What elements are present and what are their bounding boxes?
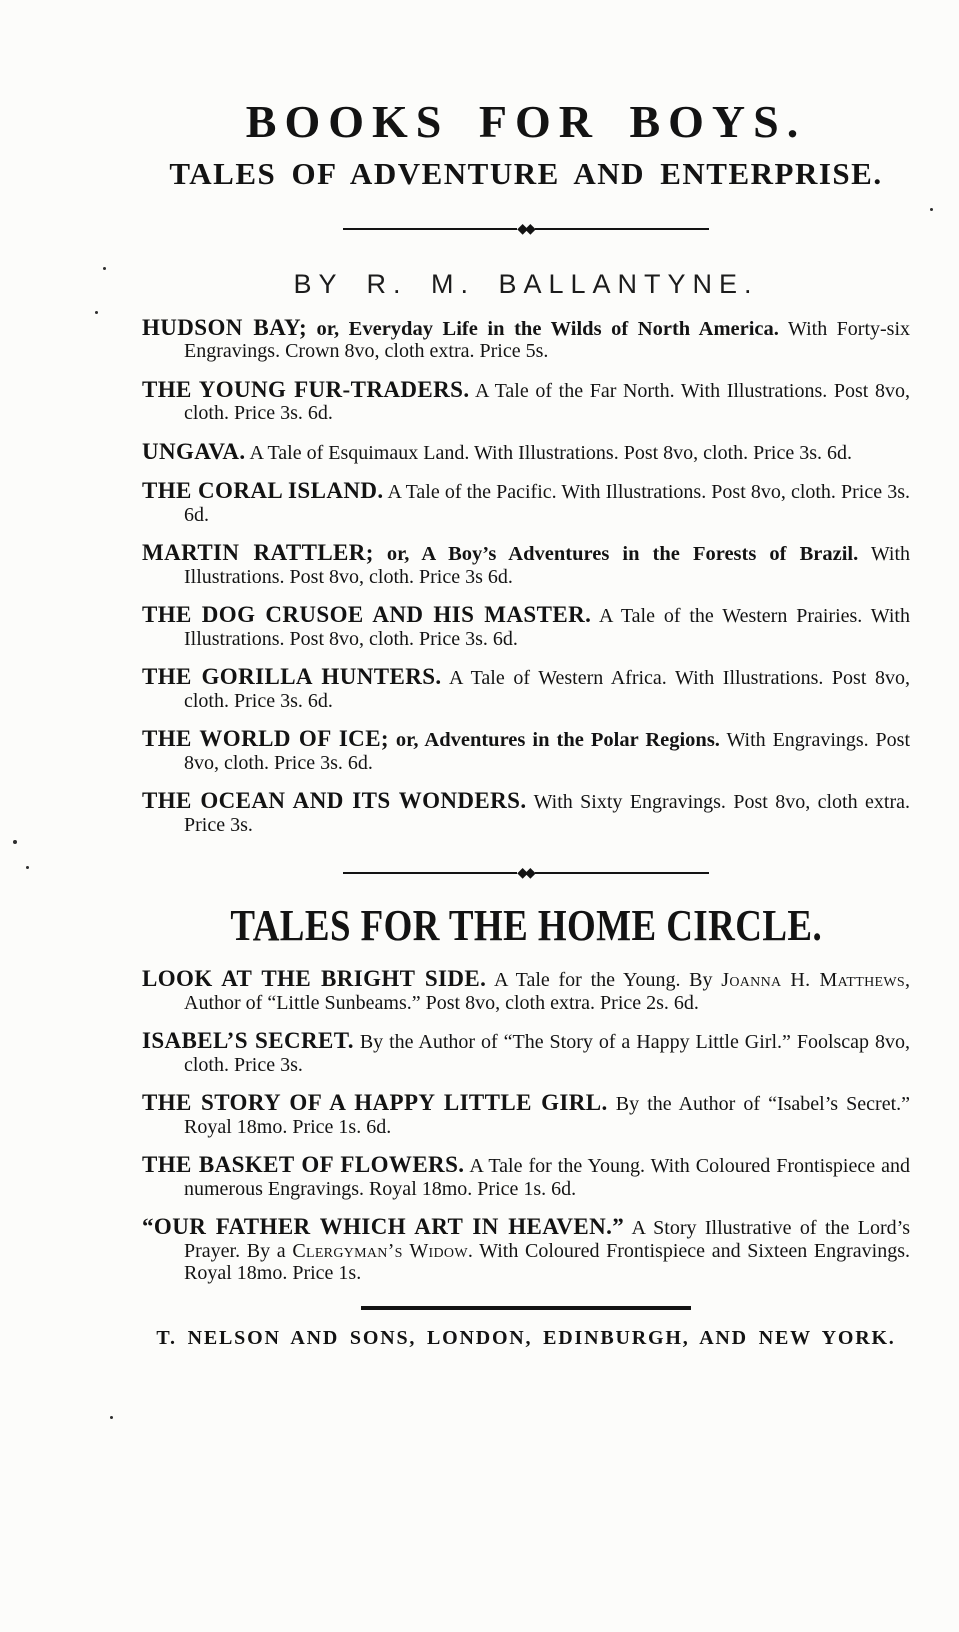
section-divider (343, 222, 709, 236)
scan-speck (930, 208, 933, 211)
book-description: By the Author of “Isabel’s Secret.” Royal 18mo. Price 1s. 6d. (184, 1093, 911, 1138)
book-title: LOOK AT THE BRIGHT SIDE. (142, 966, 487, 992)
book-description: A Tale of the Pacific. With Illustrations. Post 8vo, cloth. Price 3s. 6d. (184, 481, 910, 526)
scan-speck (103, 267, 106, 270)
scan-speck (110, 1416, 113, 1419)
book-description: A Tale of Western Africa. With Illustrations. Post 8vo, cloth. Price 3s. 6d. (184, 667, 910, 712)
book-entry (142, 1154, 910, 1200)
book-entry (142, 1092, 910, 1138)
divider-line (535, 872, 709, 874)
book-description: , Author of “Little Sunbeams.” Post 8vo, cloth extra. Price 2s. 6d. (184, 969, 910, 1014)
book-title: THE YOUNG FUR-TRADERS. (142, 376, 470, 402)
book-description: A Tale of the Far North. With Illustrations. Post 8vo, cloth. Price 3s. 6d. (184, 379, 910, 425)
home-circle-book-list (142, 968, 910, 1285)
book-entry (142, 1030, 910, 1076)
book-description: A Tale for the Young. By (493, 969, 722, 992)
book-title: THE DOG CRUSOE AND HIS MASTER. (142, 602, 592, 628)
book-subtitle: or, A Boy’s Adventures in the Forests of Brazil. (386, 543, 859, 566)
book-title: THE WORLD OF ICE; (142, 726, 389, 752)
book-title: MARTIN RATTLER; (142, 540, 374, 566)
diamond-ornament-icon: ◆◆ (517, 865, 533, 882)
book-title: UNGAVA. (142, 438, 246, 464)
author-name: Clergyman’s Widow (292, 1239, 468, 1262)
book-entry (142, 1216, 910, 1285)
book-entry (142, 376, 910, 425)
ballantyne-book-list (142, 314, 911, 837)
publisher-imprint: T. NELSON AND SONS, LONDON, EDINBURGH, AND NEW YORK. (156, 1326, 896, 1349)
book-description: With Illustrations. Post 8vo, cloth. Price 3s 6d. (184, 543, 911, 588)
scan-speck (26, 866, 29, 869)
book-description: . With Coloured Frontispiece and Sixteen Engravings. Royal 18mo. Price 1s. (184, 1239, 910, 1285)
book-entry (142, 438, 910, 465)
book-entry (142, 968, 910, 1014)
book-subtitle: or, Adventures in the Polar Regions. (395, 729, 720, 752)
book-entry (142, 604, 910, 650)
book-title: THE BASKET OF FLOWERS. (142, 1152, 465, 1178)
book-description: A Tale of the Western Prairies. With Illustrations. Post 8vo, cloth. Price 3s. 6d. (184, 605, 910, 650)
section-heading-author: BY R. M. BALLANTYNE. (293, 268, 759, 299)
diamond-ornament-icon: ◆◆ (517, 220, 533, 237)
divider-line (343, 228, 517, 230)
section-divider (343, 866, 709, 880)
book-title: “OUR FATHER WHICH ART IN HEAVEN.” (142, 1214, 625, 1240)
divider-line (535, 228, 709, 230)
scan-speck (95, 311, 98, 314)
book-description: With Forty-six Engravings. Crown 8vo, cloth extra. Price 5s. (184, 317, 910, 363)
book-entry (142, 542, 910, 588)
book-entry (142, 480, 910, 526)
page-title: BOOKS FOR BOYS. (245, 96, 807, 147)
footer-rule (361, 1306, 691, 1310)
page-subtitle: TALES OF ADVENTURE AND ENTERPRISE. (169, 155, 883, 191)
author-name: Joanna H. Matthews (721, 969, 905, 992)
book-description: With Engravings. Post 8vo, cloth. Price 3s. 6d. (184, 729, 911, 774)
book-description: A Tale for the Young. With Coloured Frontispiece and numerous Engravings. Royal 18mo. Price 1s. 6d. (184, 1155, 910, 1200)
book-description: A Story Illustrative of the Lord’s Prayer. By a (184, 1217, 910, 1262)
book-description: A Tale of Esquimaux Land. With Illustrations. Post 8vo, cloth. Price 3s. 6d. (249, 441, 853, 464)
page-content (142, 96, 910, 1350)
section-heading-home-circle (142, 900, 910, 951)
scan-speck (13, 840, 17, 844)
book-title: THE OCEAN AND ITS WONDERS. (142, 788, 527, 814)
book-entry (142, 314, 910, 363)
book-title: ISABEL’S SECRET. (142, 1028, 354, 1054)
book-entry (142, 666, 910, 712)
book-title: THE STORY OF A HAPPY LITTLE GIRL. (142, 1090, 608, 1116)
book-description: By the Author of “The Story of a Happy Little Girl.” Foolscap 8vo, cloth. Price 3s. (184, 1031, 910, 1076)
section-heading-text: TALES FOR THE HOME CIRCLE. (230, 901, 822, 951)
book-entry (142, 728, 910, 774)
divider-line (343, 872, 517, 874)
book-title: HUDSON BAY; (142, 314, 308, 340)
book-entry (142, 790, 910, 836)
book-description: With Sixty Engravings. Post 8vo, cloth extra. Price 3s. (184, 791, 910, 836)
book-title: THE CORAL ISLAND. (142, 478, 384, 504)
book-subtitle: or, Everyday Life in the Wilds of North America. (316, 317, 779, 340)
book-title: THE GORILLA HUNTERS. (142, 664, 442, 690)
